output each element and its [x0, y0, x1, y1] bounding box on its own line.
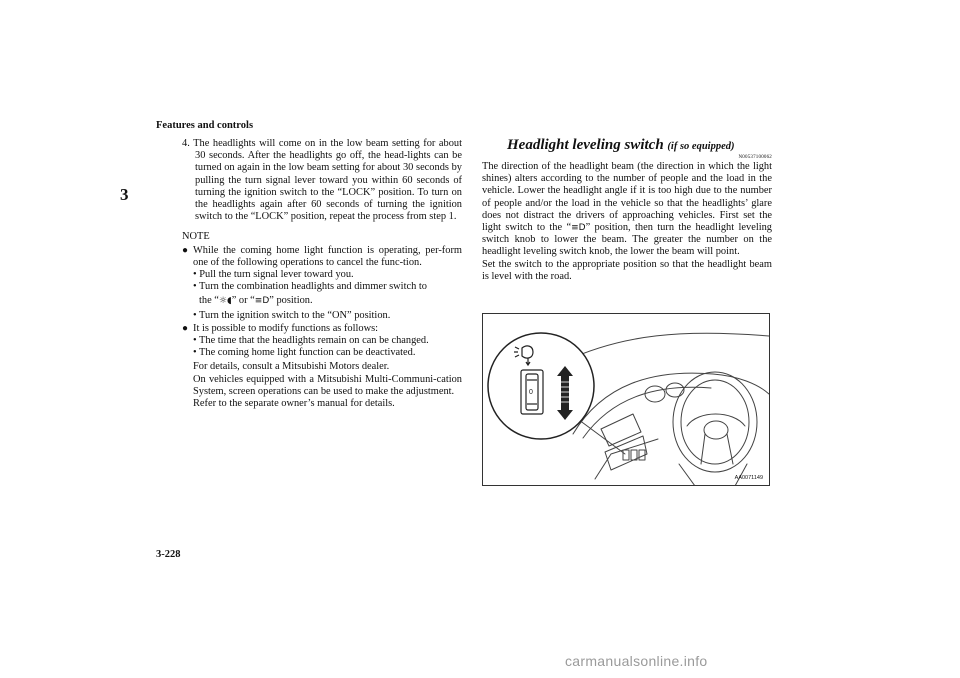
- watermark: carmanualsonline.info: [565, 653, 708, 669]
- bullet-2-text: It is possible to modify functions as follows:: [193, 322, 379, 334]
- chapter-tab: 3: [120, 185, 129, 204]
- paragraph: Refer to the separate owner’s manual for details.: [193, 398, 395, 410]
- running-header: Features and controls: [156, 120, 254, 131]
- sub-item: • Pull the turn signal lever toward you.: [193, 269, 354, 281]
- bullet-dot-icon: ●: [182, 244, 189, 256]
- note-bullet-1: [182, 245, 462, 322]
- paragraph: On vehicles equipped with a Mitsubishi Multi-Communi-cation System, screen operations can be used to make the adjustment.: [193, 373, 462, 397]
- right-column: [482, 137, 772, 283]
- paragraph: Set the switch to the appropriate position so that the headlight beam is level with the road.: [482, 258, 772, 282]
- headlight-low-beam-icon: ☼◖: [218, 296, 232, 307]
- note-label: NOTE: [182, 231, 210, 243]
- section-title: Headlight leveling switch (if so equipped): [507, 137, 735, 153]
- paragraph: The direction of the headlight beam (the direction in which the light shines) alters according to the number of people and the load in the vehicle. Lower the headlight angle if it is too high due to the number of people and/or the load in the vehicle so that the headlights’ glare does not distract the drivers of approaching vehicles. First set the light switch to the “≡D” position, then turn the headlight leveling switch knob to lower the beam. The greater the number on the headlight leveling switch knob, the lower the beam will point.: [482, 161, 772, 258]
- section-body: [482, 161, 772, 283]
- sub-item: • Turn the ignition switch to the “ON” position.: [193, 309, 391, 321]
- bullet-1-text: While the coming home light function is operating, per-form one of the following operations to cancel the func-tion.: [193, 244, 462, 268]
- figure-code: AA0071149: [734, 475, 763, 481]
- page-number: 3-228: [156, 549, 181, 560]
- sub-item: • The time that the headlights remain on can be changed.: [193, 335, 429, 347]
- switch-position-digit: 0: [529, 389, 533, 396]
- sub-item: • The coming home light function can be deactivated.: [193, 347, 416, 359]
- headlight-icon: ≡D: [254, 296, 270, 307]
- sub-item: • Turn the combination headlights and dimmer switch to: [193, 281, 427, 293]
- paragraph: For details, consult a Mitsubishi Motors dealer.: [193, 361, 390, 373]
- section-code: N00537100062: [738, 155, 772, 160]
- step-4: 4. The headlights will come on in the low beam setting for about 30 seconds. After the headlights go off, the head-lights can be turned on again in the low beam setting for about 30 seconds by pulling the turn signal lever toward you within 60 seconds of turning the ignition switch to the “LOCK” position. To turn on the headlights again after 60 seconds of turning the ignition switch to the “LOCK” position, repeat the process from step 1.: [182, 138, 462, 223]
- dashboard-illustration: [483, 314, 770, 486]
- headlight-icon: ≡D: [571, 223, 586, 234]
- note-bullet-2: [182, 323, 462, 410]
- headlight-leveling-figure: [482, 313, 770, 486]
- sub-item-continued: the “☼◖” or “≡D” position.: [199, 295, 313, 307]
- left-column: [182, 138, 462, 410]
- bullet-dot-icon: ●: [182, 322, 189, 334]
